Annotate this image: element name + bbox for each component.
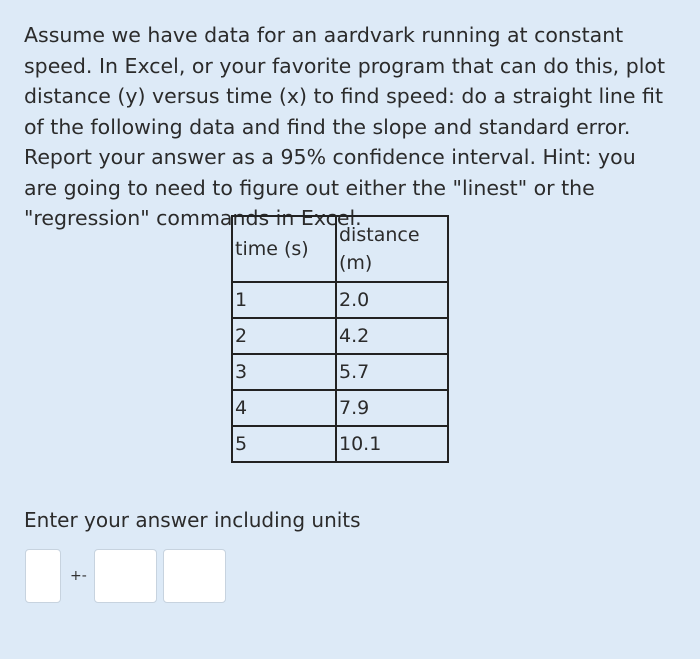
cell-distance: 5.7 <box>336 354 448 390</box>
answer-row <box>25 549 226 603</box>
table-row <box>232 354 448 390</box>
cell-time: 5 <box>232 426 336 462</box>
cell-distance: 10.1 <box>336 426 448 462</box>
header-distance: distance (m) <box>336 216 448 282</box>
answer-prompt: Enter your answer including units <box>24 508 361 532</box>
cell-distance: 2.0 <box>336 282 448 318</box>
cell-distance: 7.9 <box>336 390 448 426</box>
header-time: time (s) <box>232 216 336 282</box>
table-row <box>232 426 448 462</box>
answer-error-input[interactable] <box>94 549 157 603</box>
table-header-row <box>232 216 448 282</box>
question-text: Assume we have data for an aardvark running at constant speed. In Excel, or your favorite program that can do this, plot distance (y) versus time (x) to find speed: do a straight line fit of the following data and find the slope and standard error. Report your answer as a 95% confidence interval. Hint: you are going to need to figure out either the "linest" or the "regression" commands in Excel. <box>24 23 666 230</box>
plus-minus-label: +- <box>70 568 87 584</box>
cell-time: 2 <box>232 318 336 354</box>
cell-time: 3 <box>232 354 336 390</box>
answer-value-input[interactable] <box>25 549 61 603</box>
answer-units-input[interactable] <box>163 549 226 603</box>
table-row <box>232 318 448 354</box>
cell-distance: 4.2 <box>336 318 448 354</box>
data-table <box>231 215 449 463</box>
table-row <box>232 282 448 318</box>
table-row <box>232 390 448 426</box>
cell-time: 4 <box>232 390 336 426</box>
cell-time: 1 <box>232 282 336 318</box>
